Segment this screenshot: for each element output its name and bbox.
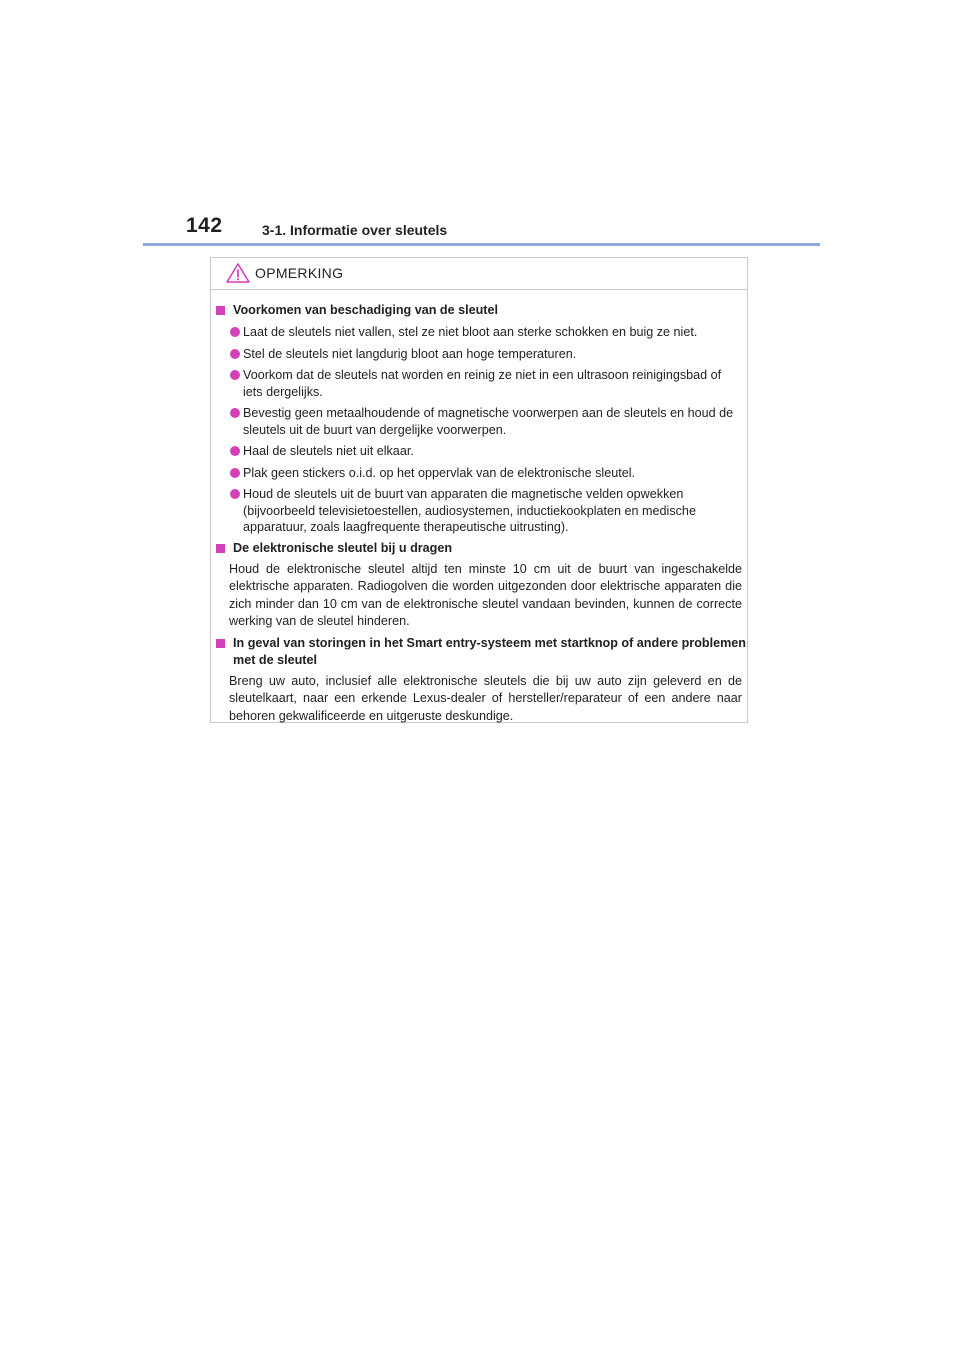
- round-bullet-icon: [230, 370, 240, 380]
- list-item: [229, 465, 742, 482]
- notice-content: [211, 298, 747, 725]
- list-item: [229, 405, 742, 438]
- list-item: [229, 324, 742, 341]
- notice-section: [211, 302, 747, 536]
- round-bullet-icon: [230, 446, 240, 456]
- square-bullet-icon: [216, 639, 225, 648]
- notice-title: OPMERKING: [255, 265, 344, 281]
- section-heading: [215, 540, 747, 557]
- warning-triangle-icon: [225, 262, 251, 284]
- section-title: 3-1. Informatie over sleutels: [262, 222, 448, 238]
- list-item-text: Haal de sleutels niet uit elkaar.: [243, 444, 414, 458]
- section-heading: [215, 635, 747, 669]
- section-heading-text: In geval van storingen in het Smart entry-systeem met startknop of andere problemen met de sleutel: [233, 635, 746, 667]
- list-item: [229, 367, 742, 400]
- list-item: [229, 443, 742, 460]
- section-heading-text: Voorkomen van beschadiging van de sleutel: [233, 303, 499, 317]
- square-bullet-icon: [216, 306, 225, 315]
- notice-box: [210, 257, 748, 723]
- list-item-text: Stel de sleutels niet langdurig bloot aan hoge temperaturen.: [243, 346, 577, 361]
- square-bullet-icon: [216, 544, 225, 553]
- notice-section: [211, 540, 747, 631]
- round-bullet-icon: [230, 408, 240, 418]
- round-bullet-icon: [230, 489, 240, 499]
- list-item-text: Voorkom dat de sleutels nat worden en reinig ze niet in een ultrasoon reinigingsbad of iets dergelijks.: [243, 368, 722, 399]
- notice-section: [211, 635, 747, 726]
- list-item: [229, 486, 742, 536]
- list-item-text: Plak geen stickers o.i.d. op het oppervlak van de elektronische sleutel.: [243, 465, 636, 480]
- page-number: 142: [186, 214, 223, 237]
- header-rule: [143, 243, 820, 246]
- section-heading: [215, 302, 747, 319]
- list-item-text: Bevestig geen metaalhoudende of magnetische voorwerpen aan de sleutels en houd de sleutels uit de buurt van dergelijke voorwerpen.: [243, 406, 734, 437]
- page-header: [0, 0, 960, 250]
- section-paragraph: Breng uw auto, inclusief alle elektronische sleutels die bij uw auto zijn geleverd en de sleutelkaart, naar een erkende Lexus-dealer of hersteller/reparateur of een andere naar behoren gekwalificeerde en uitgeruste deskundige.: [229, 673, 742, 723]
- section-heading-text: De elektronische sleutel bij u dragen: [233, 540, 453, 555]
- section-paragraph: Houd de elektronische sleutel altijd ten minste 10 cm uit de buurt van ingeschakelde elektrische apparaten. Radiogolven die worden uitgezonden door elektrische apparaten die zich minder dan 10 cm van de elektronische sleutel vandaan bevinden, kunnen de correcte werking van de sleutel hinderen.: [229, 561, 742, 628]
- notice-header: [211, 258, 747, 290]
- list-item-text: Houd de sleutels uit de buurt van apparaten die magnetische velden opwekken (bijvoorbeeld televisietoestellen, audiosystemen, inductiekookplaten en medische apparatuur, zoals laagfrequente therapeutische uitrusting).: [243, 487, 696, 534]
- list-item: [229, 346, 742, 363]
- round-bullet-icon: [230, 468, 240, 478]
- round-bullet-icon: [230, 327, 240, 337]
- list-item-text: Laat de sleutels niet vallen, stel ze niet bloot aan sterke schokken en buig ze niet.: [243, 325, 698, 339]
- round-bullet-icon: [230, 349, 240, 359]
